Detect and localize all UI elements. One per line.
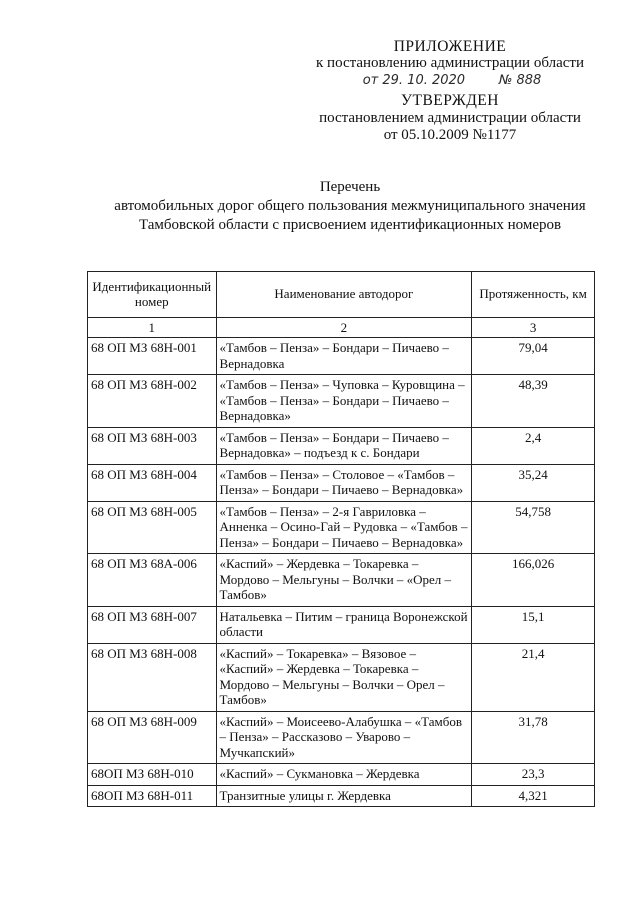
table-row <box>88 464 595 501</box>
road-id: 68 ОП МЗ 68А-006 <box>88 554 217 607</box>
approved-block <box>300 92 600 145</box>
header-name: Наименование автодорог <box>216 272 472 318</box>
road-length: 79,04 <box>472 338 595 375</box>
road-name: «Каспий» – Токаревка» – Вязовое – «Каспий» – Жердевка – Токаревка – Мордово – Мельгуны – Волчки – Орел – Тамбов» <box>216 643 472 711</box>
handwritten-number: № 888 <box>498 73 542 88</box>
road-length: 4,321 <box>472 785 595 807</box>
road-id: 68 ОП МЗ 68Н-002 <box>88 375 217 428</box>
road-name: «Тамбов – Пенза» – Бондари – Пичаево – Вернадовка <box>216 338 472 375</box>
road-length: 2,4 <box>472 427 595 464</box>
appendix-block <box>300 38 600 89</box>
road-name: «Тамбов – Пенза» – Столовое – «Тамбов – Пенза» – Бондари – Пичаево – Вернадовка» <box>216 464 472 501</box>
road-name: «Тамбов – Пенза» – Бондари – Пичаево – Вернадовка» – подъезд к с. Бондари <box>216 427 472 464</box>
header-id: Идентификационный номер <box>88 272 217 318</box>
column-number-3: 3 <box>472 318 595 338</box>
table-row <box>88 785 595 807</box>
road-length: 15,1 <box>472 606 595 643</box>
roads-table <box>87 271 595 807</box>
road-length: 21,4 <box>472 643 595 711</box>
road-id: 68 ОП МЗ 68Н-009 <box>88 711 217 764</box>
road-name: «Каспий» – Моисеево-Алабушка – «Тамбов – Пенза» – Рассказово – Уварово – Мучкапский» <box>216 711 472 764</box>
table-header-row <box>88 272 595 318</box>
road-name: Транзитные улицы г. Жердевка <box>216 785 472 807</box>
appendix-subtitle: к постановлению администрации области <box>316 55 584 71</box>
header-length: Протяженность, км <box>472 272 595 318</box>
heading-line-2: автомобильных дорог общего пользования межмуниципального значения <box>114 198 586 214</box>
approved-line-3: от 05.10.2009 №1177 <box>383 127 517 143</box>
road-id: 68 ОП МЗ 68Н-008 <box>88 643 217 711</box>
column-number-2: 2 <box>216 318 472 338</box>
road-id: 68ОП МЗ 68Н-010 <box>88 764 217 786</box>
table-row <box>88 643 595 711</box>
table-row <box>88 375 595 428</box>
road-id: 68 ОП МЗ 68Н-007 <box>88 606 217 643</box>
road-name: «Тамбов – Пенза» – Чуповка – Куровщина – «Тамбов – Пенза» – Бондари – Пичаево – Вернадовка» <box>216 375 472 428</box>
road-id: 68ОП МЗ 68Н-011 <box>88 785 217 807</box>
road-id: 68 ОП МЗ 68Н-005 <box>88 501 217 554</box>
road-name: «Каспий» – Жердевка – Токаревка – Мордово – Мельгуны – Волчки – «Орел – Тамбов» <box>216 554 472 607</box>
table-row <box>88 338 595 375</box>
approved-title: УТВЕРЖДЕН <box>401 92 499 109</box>
road-length: 23,3 <box>472 764 595 786</box>
road-name: Натальевка – Питим – граница Воронежской области <box>216 606 472 643</box>
heading-line-3: Тамбовской области с присвоением идентификационных номеров <box>138 217 562 233</box>
table-row <box>88 501 595 554</box>
road-name: «Каспий» – Сукмановка – Жердевка <box>216 764 472 786</box>
table-row <box>88 427 595 464</box>
road-length: 48,39 <box>472 375 595 428</box>
column-number-1: 1 <box>88 318 217 338</box>
road-length: 31,78 <box>472 711 595 764</box>
handwritten-date: от 29. 10. 2020 <box>362 73 466 88</box>
road-name: «Тамбов – Пенза» – 2-я Гавриловка – Анненка – Осино-Гай – Рудовка – «Тамбов – Пенза» – Бондари – Пичаево – Вернадовка» <box>216 501 472 554</box>
table-row <box>88 764 595 786</box>
road-id: 68 ОП МЗ 68Н-004 <box>88 464 217 501</box>
road-length: 35,24 <box>472 464 595 501</box>
road-id: 68 ОП МЗ 68Н-003 <box>88 427 217 464</box>
road-id: 68 ОП МЗ 68Н-001 <box>88 338 217 375</box>
road-length: 166,026 <box>472 554 595 607</box>
table-row <box>88 554 595 607</box>
appendix-handwritten-line <box>300 72 600 89</box>
table-row <box>88 606 595 643</box>
approved-line-2: постановлением администрации области <box>319 109 581 126</box>
heading-line-1: Перечень <box>319 179 381 195</box>
table-row <box>88 711 595 764</box>
document-heading <box>70 178 630 235</box>
appendix-title: ПРИЛОЖЕНИЕ <box>393 38 507 55</box>
column-number-row <box>88 318 595 338</box>
road-length: 54,758 <box>472 501 595 554</box>
